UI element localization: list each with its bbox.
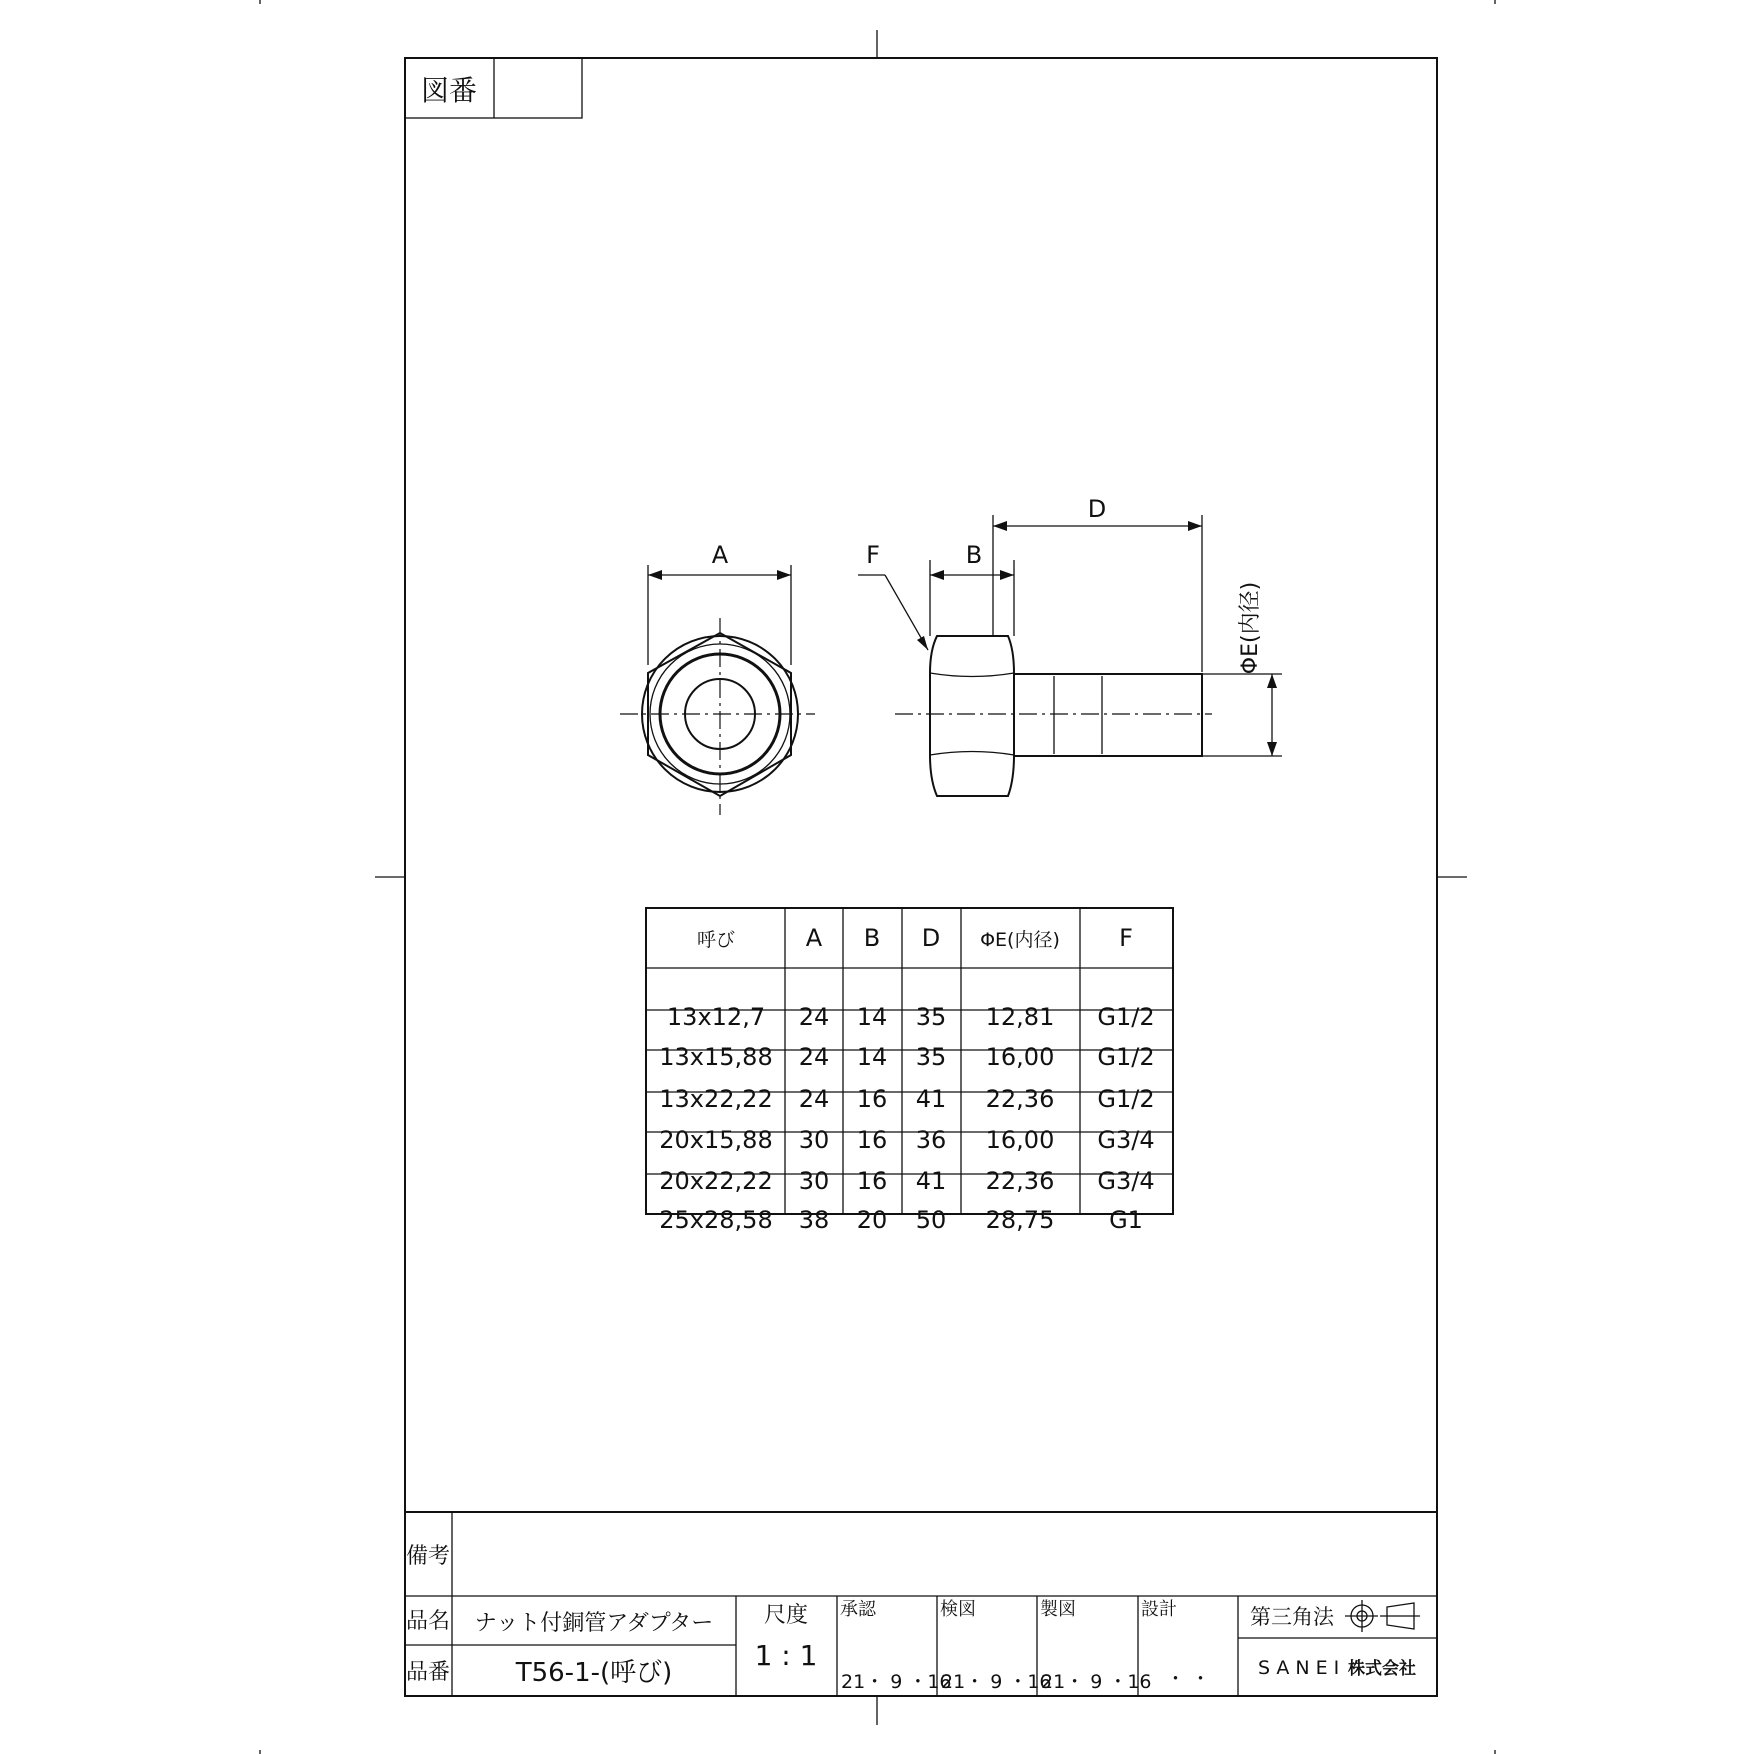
table-cell: 30 <box>798 1126 830 1154</box>
table-cell: 24 <box>798 1085 830 1113</box>
table-header-cell: D <box>921 924 941 952</box>
drawing-number-label: 図番 <box>420 74 478 107</box>
table-cell: 38 <box>798 1206 830 1234</box>
dim-label-b: B <box>965 541 983 569</box>
company-suffix: 株式会社 <box>1348 1659 1416 1679</box>
drawing-border <box>405 58 1437 1696</box>
table-cell: 20x22,22 <box>659 1167 773 1195</box>
approval-label: 承認 <box>840 1599 876 1620</box>
table-cell: 36 <box>915 1126 947 1154</box>
table-cell: G3/4 <box>1097 1167 1155 1195</box>
table-cell: G3/4 <box>1097 1126 1155 1154</box>
table-cell: 20x15,88 <box>659 1126 773 1154</box>
table-row <box>667 1003 1155 1031</box>
table-cell: 16 <box>856 1167 888 1195</box>
company-name: SANEI <box>1258 1657 1346 1679</box>
drawn-label: 製図 <box>1040 1599 1076 1620</box>
table-cell: 24 <box>798 1043 830 1071</box>
third-angle-projection-icon <box>1345 1600 1420 1632</box>
drawing-number-box <box>405 58 582 118</box>
remarks-label: 備考 <box>405 1544 451 1569</box>
table-header-cell: A <box>805 924 823 952</box>
table-header-row <box>697 924 1133 952</box>
table-cell: 20 <box>856 1206 888 1234</box>
table-cell: 16,00 <box>985 1126 1055 1154</box>
product-number-label: 品番 <box>405 1660 451 1685</box>
drawn-date: 21・ 9 ・16 <box>1041 1671 1152 1693</box>
table-cell: 28,75 <box>985 1206 1055 1234</box>
table-cell: 30 <box>798 1167 830 1195</box>
dim-label-d: D <box>1087 495 1107 523</box>
table-cell: G1/2 <box>1097 1043 1155 1071</box>
design-date: ・ ・ <box>1165 1668 1211 1690</box>
table-cell: 16 <box>856 1126 888 1154</box>
design-label: 設計 <box>1141 1599 1177 1620</box>
projection-label: 第三角法 <box>1250 1605 1334 1629</box>
table-cell: 41 <box>915 1167 947 1195</box>
table-cell: 25x28,58 <box>659 1206 773 1234</box>
table-cell: 22,36 <box>985 1167 1055 1195</box>
dimension-table <box>646 908 1173 1234</box>
dim-label-f: F <box>866 541 880 569</box>
table-cell: 41 <box>915 1085 947 1113</box>
table-header-cell: B <box>863 924 881 952</box>
title-block <box>405 1512 1437 1696</box>
approval-date: 21・ 9 ・16 <box>841 1671 952 1693</box>
table-cell: 16 <box>856 1085 888 1113</box>
check-date: 21・ 9 ・16 <box>941 1671 1052 1693</box>
table-cell: 50 <box>915 1206 947 1234</box>
front-view-hex-nut <box>620 541 815 815</box>
table-header-cell: ΦE(内径) <box>980 929 1060 951</box>
table-cell: 13x12,7 <box>666 1003 766 1031</box>
table-cell: 22,36 <box>985 1085 1055 1113</box>
table-cell: 35 <box>915 1003 947 1031</box>
product-name-label: 品名 <box>405 1609 451 1634</box>
scale-label: 尺度 <box>763 1603 809 1628</box>
table-cell: 35 <box>915 1043 947 1071</box>
side-view-adapter <box>858 495 1282 796</box>
check-label: 検図 <box>940 1599 976 1620</box>
table-cell: 14 <box>856 1003 888 1031</box>
table-cell: 24 <box>798 1003 830 1031</box>
table-header-cell: 呼び <box>696 929 736 951</box>
table-cell: G1 <box>1109 1206 1143 1234</box>
table-cell: 14 <box>856 1043 888 1071</box>
dim-label-a: A <box>711 541 729 569</box>
scale-value: 1 : 1 <box>754 1639 818 1672</box>
product-name: ナット付銅管アダプター <box>474 1611 714 1636</box>
table-row <box>659 1206 1143 1234</box>
table-cell: 13x22,22 <box>659 1085 773 1113</box>
product-number: T56-1-(呼び) <box>515 1658 673 1688</box>
table-header-cell: F <box>1119 924 1133 952</box>
table-cell: 13x15,88 <box>659 1043 773 1071</box>
crop-marks <box>260 0 1495 1754</box>
dim-label-e: ΦE(内径) <box>1238 581 1263 675</box>
table-cell: G1/2 <box>1097 1003 1155 1031</box>
table-cell: G1/2 <box>1097 1085 1155 1113</box>
table-cell: 12,81 <box>985 1003 1055 1031</box>
table-cell: 16,00 <box>985 1043 1055 1071</box>
